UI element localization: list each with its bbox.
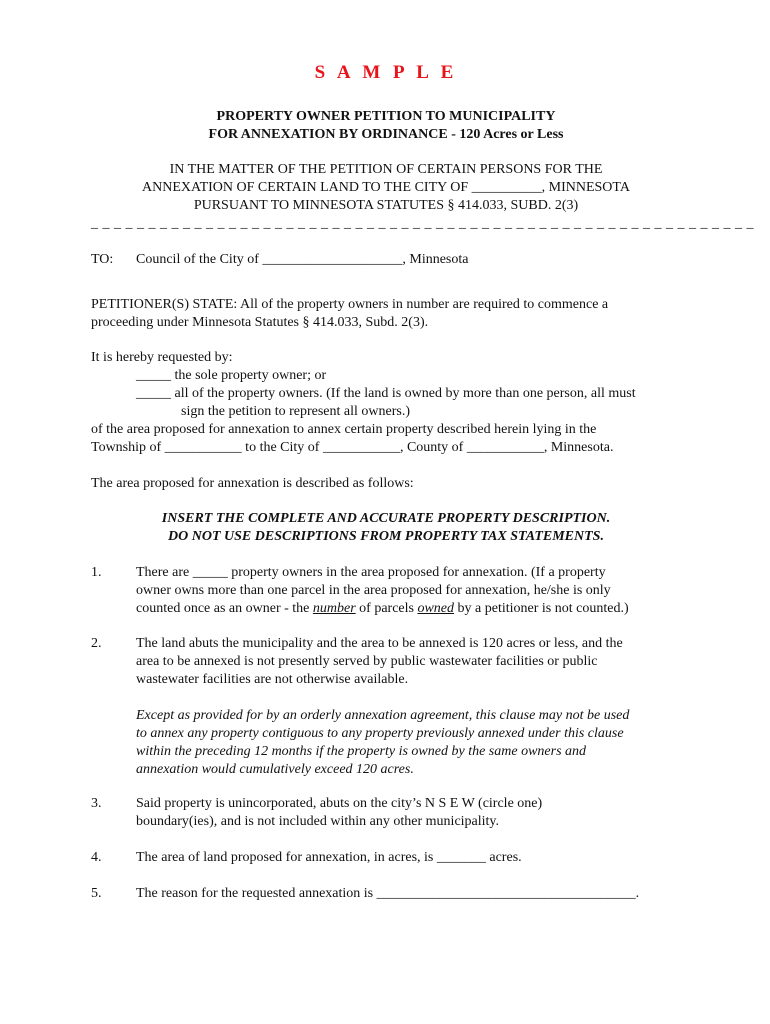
- item-1: [91, 564, 681, 618]
- described-line: The area proposed for annexation is described as follows:: [91, 476, 414, 491]
- item-5: [91, 885, 681, 903]
- dashed-divider: _ _ _ _ _ _ _ _ _ _ _ _ _ _ _ _ _ _ _ _ _ _ _ _ _ _ _ _ _ _ _ _ _ _ _ _ _ _ _ _ _ _ _ _ _ _ _ _ _ _ _ _ _ _ _ _ _ _: [91, 216, 754, 231]
- instruction-block: [91, 510, 681, 546]
- item-3-line-2: boundary(ies), and is not included within any other municipality.: [136, 814, 500, 829]
- area-line-1: of the area proposed for annexation to annex certain property described herein lying in the: [91, 422, 597, 437]
- request-intro: It is hereby requested by:: [91, 350, 233, 365]
- area-line-2: Township of ___________ to the City of ___________, County of ___________, Minnesota.: [91, 440, 614, 455]
- request-section: [91, 349, 681, 457]
- to-label: TO:: [91, 252, 114, 267]
- item-number: 1.: [91, 565, 102, 580]
- item-2: [91, 635, 681, 779]
- title-line-2: FOR ANNEXATION BY ORDINANCE - 120 Acres or Less: [208, 127, 564, 142]
- item-1-line-2: owner owns more than one parcel in the area proposed for annexation, he/she is only: [136, 583, 611, 598]
- instruction-line-1: INSERT THE COMPLETE AND ACCURATE PROPERTY DESCRIPTION.: [161, 511, 611, 526]
- item-3-line-1: Said property is unincorporated, abuts on the city’s N S E W (circle one): [136, 796, 543, 811]
- item-number: 4.: [91, 850, 102, 865]
- option-sole-owner: _____ the sole property owner; or: [136, 368, 327, 383]
- item-2-line-1: The land abuts the municipality and the area to be annexed is 120 acres or less, and the: [136, 636, 623, 651]
- item-3: [91, 795, 681, 831]
- matter-line-2: ANNEXATION OF CERTAIN LAND TO THE CITY OF __________, MINNESOTA: [142, 180, 630, 195]
- item-1-line-1: There are _____ property owners in the area proposed for annexation. (If a property: [136, 565, 606, 580]
- item-1-line-3: counted once as an owner - the number of parcels owned by a petitioner is not counted.): [136, 601, 629, 616]
- number-emphasis: number: [312, 601, 356, 616]
- item-2-note-line-4: annexation would cumulatively exceed 120 acres.: [136, 762, 414, 777]
- item-2-note: [136, 707, 681, 779]
- to-text: Council of the City of ____________________, Minnesota: [136, 252, 469, 267]
- item-4: [91, 849, 681, 867]
- title-line-1: PROPERTY OWNER PETITION TO MUNICIPALITY: [216, 109, 556, 124]
- item-number: 3.: [91, 796, 102, 811]
- petitioners-line-1: PETITIONER(S) STATE: All of the property owners in number are required to commence a: [91, 297, 609, 312]
- option-all-owners-cont: sign the petition to represent all owners.): [181, 404, 410, 419]
- instruction-line-2: DO NOT USE DESCRIPTIONS FROM PROPERTY TAX STATEMENTS.: [168, 529, 604, 544]
- item-2-line-2: area to be annexed is not presently served by public wastewater facilities or public: [136, 654, 598, 669]
- matter-line-3: PURSUANT TO MINNESOTA STATUTES § 414.033, SUBD. 2(3): [193, 198, 579, 213]
- item-number: 5.: [91, 886, 102, 901]
- sample-watermark-heading: S A M P L E: [314, 62, 458, 83]
- matter-line-1: IN THE MATTER OF THE PETITION OF CERTAIN PERSONS FOR THE: [169, 162, 603, 177]
- item-2-line-3: wastewater facilities are not otherwise available.: [136, 672, 409, 687]
- item-4-line-1: The area of land proposed for annexation, in acres, is _______ acres.: [136, 850, 522, 865]
- matter-caption: [91, 161, 681, 215]
- petitioners-line-2: proceeding under Minnesota Statutes § 414.033, Subd. 2(3).: [91, 315, 429, 330]
- item-2-note-line-1: Except as provided for by an orderly annexation agreement, this clause may not be used: [136, 708, 630, 723]
- petitioners-statement: [91, 296, 681, 332]
- option-all-owners: _____ all of the property owners. (If the land is owned by more than one person, all must: [136, 386, 636, 401]
- item-5-line-1: The reason for the requested annexation is _____________________________________.: [136, 886, 640, 901]
- document-title: [91, 108, 681, 144]
- owned-emphasis: owned: [417, 601, 455, 616]
- item-2-note-line-2: to annex any property contiguous to any property previously annexed under this clause: [136, 726, 624, 741]
- item-2-note-line-3: within the preceding 12 months if the property is owned by the same owners and: [136, 744, 587, 759]
- item-number: 2.: [91, 636, 102, 651]
